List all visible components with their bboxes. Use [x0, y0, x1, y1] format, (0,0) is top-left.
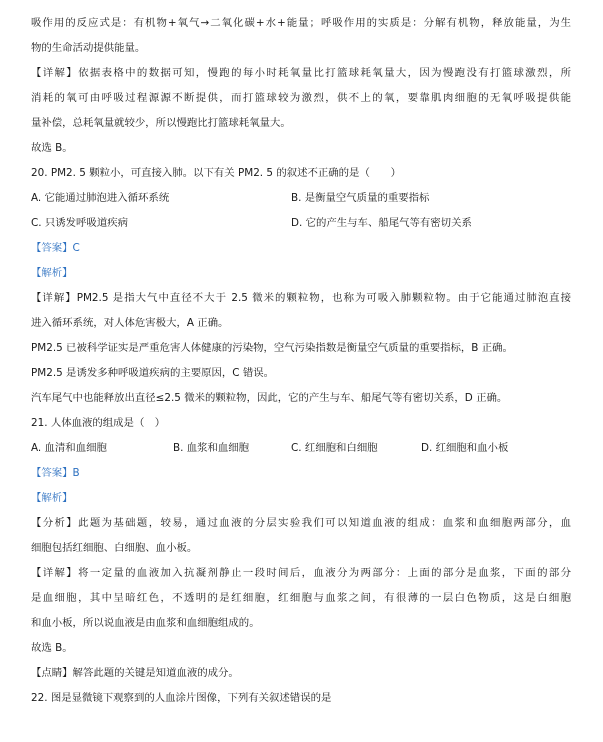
q21-option-d: D. 红细胞和血小板 — [421, 442, 509, 454]
q21-option-b: B. 血浆和血细胞 — [173, 442, 250, 454]
detail-paragraph: 【详解】依据表格中的数据可知，慢跑的每小时耗氧量比打篮球耗氧量大，因为慢跑没有打篮球激烈，所 — [31, 67, 571, 79]
text-line: PM2.5 已被科学证实是严重危害人体健康的污染物，空气污染指数是衡量空气质量的重要指标，B 正确。 — [31, 342, 513, 354]
question-20: 20. PM2. 5 颗粒小，可直接入肺。以下有关 PM2. 5 的叙述不正确的是（ ） — [31, 167, 402, 179]
text-line: 量补偿，总耗氧量就较少，所以慢跑比打篮球耗氧量大。 — [31, 117, 291, 129]
text-line: 和血小板，所以说血液是由血浆和血细胞组成的。 — [31, 617, 260, 629]
text-line: 物的生命活动提供能量。 — [31, 42, 146, 54]
question-21: 21. 人体血液的组成是（ ） — [31, 417, 166, 429]
text-line: 吸作用的反应式是：有机物+氧气→二氧化碳+水+能量；呼吸作用的实质是：分解有机物，释放能量，为生 — [31, 17, 571, 29]
text-line: 细胞包括红细胞、白细胞、血小板。 — [31, 542, 198, 554]
key-point: 【点睛】解答此题的关键是知道血液的成分。 — [31, 667, 239, 679]
q20-option-a: A. 它能通过肺泡进入循环系统 — [31, 192, 170, 204]
answer-label: 【答案】C — [31, 242, 80, 254]
q21-option-a: A. 血清和血细胞 — [31, 442, 107, 454]
answer-label: 【答案】B — [31, 467, 80, 479]
q20-option-c: C. 只诱发呼吸道疾病 — [31, 217, 128, 229]
question-22: 22. 图是显微镜下观察到的人血涂片图像，下列有关叙述错误的是 — [31, 692, 332, 704]
text-line: PM2.5 是诱发多种呼吸道疾病的主要原因，C 错误。 — [31, 367, 275, 379]
detail-paragraph: 【详解】PM2.5 是指大气中直径不大于 2.5 微米的颗粒物，也称为可吸入肺颗粒物。由于它能通过肺泡直接 — [31, 292, 571, 304]
text-line: 汽车尾气中也能释放出直径≤2.5 微米的颗粒物，因此，它的产生与车、船尾气等有密切关系，D 正确。 — [31, 392, 508, 404]
choose-answer: 故选 B。 — [31, 642, 73, 654]
q20-option-b: B. 是衡量空气质量的重要指标 — [291, 192, 430, 204]
analysis-label: 【解析】 — [31, 492, 73, 504]
text-line: 消耗的氧可由呼吸过程源源不断提供，而打篮球较为激烈，供不上的氧，要靠肌肉细胞的无氧呼吸提供能 — [31, 92, 571, 104]
analysis-paragraph: 【分析】此题为基础题，较易，通过血液的分层实验我们可以知道血液的组成：血浆和血细胞两部分，血 — [31, 517, 571, 529]
q21-option-c: C. 红细胞和白细胞 — [291, 442, 378, 454]
detail-paragraph: 【详解】将一定量的血液加入抗凝剂静止一段时间后，血液分为两部分：上面的部分是血浆，下面的部分 — [31, 567, 571, 579]
q20-option-d: D. 它的产生与车、船尾气等有密切关系 — [291, 217, 472, 229]
text-line: 是血细胞，其中呈暗红色，不透明的是红细胞，红细胞与血浆之间，有很薄的一层白色物质，这是白细胞 — [31, 592, 571, 604]
choose-answer: 故选 B。 — [31, 142, 73, 154]
analysis-label: 【解析】 — [31, 267, 73, 279]
text-line: 进入循环系统，对人体危害极大，A 正确。 — [31, 317, 229, 329]
